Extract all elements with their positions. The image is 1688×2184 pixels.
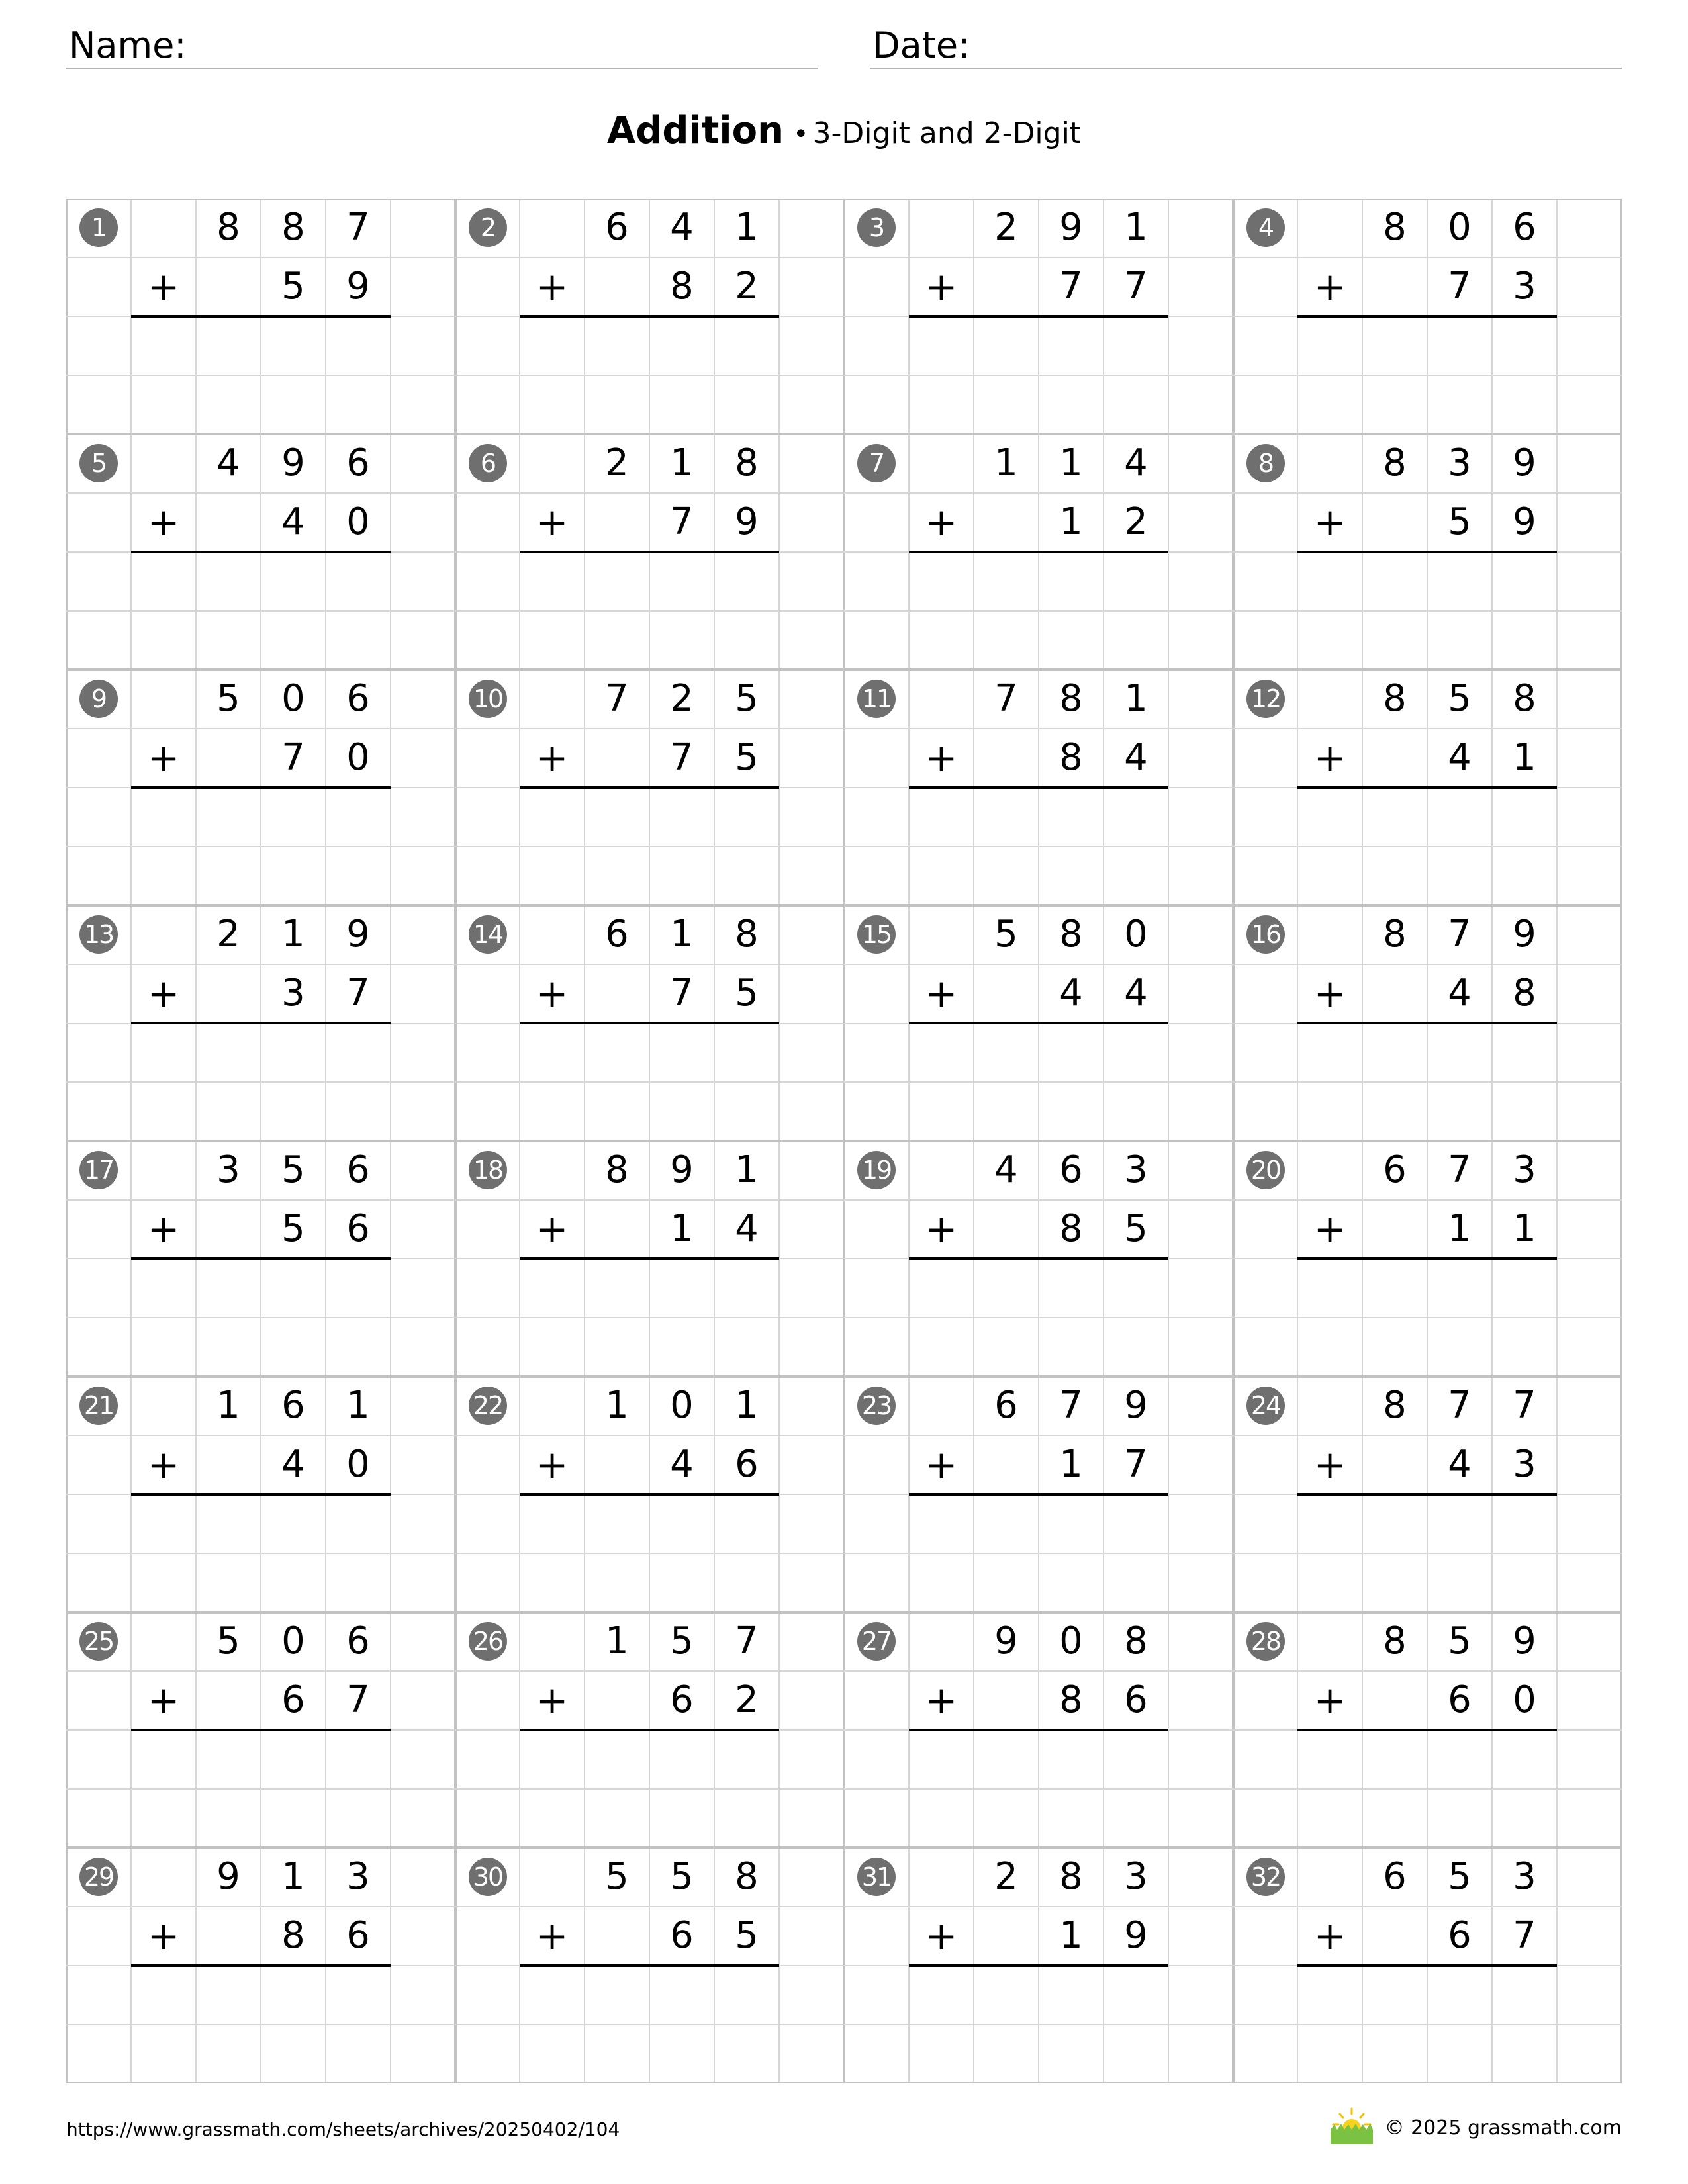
problem-number-badge: 9: [79, 680, 118, 718]
problem-number-badge: 6: [469, 444, 507, 482]
addend-digit: 0: [1124, 913, 1148, 956]
sum-line: [520, 315, 779, 318]
addend-digit: 9: [1513, 441, 1536, 484]
addend-digit: 6: [605, 913, 629, 956]
addend-digit: 5: [670, 1855, 694, 1898]
problem-number-badge: 25: [79, 1622, 118, 1661]
addend-digit: 5: [281, 265, 305, 308]
addend-digit: 6: [1448, 1678, 1472, 1721]
addend-digit: 9: [735, 500, 759, 543]
addend-digit: 5: [994, 913, 1018, 956]
sum-line: [909, 1257, 1168, 1260]
addend-digit: 0: [1513, 1678, 1536, 1721]
addend-digit: 7: [346, 1678, 370, 1721]
addend-digit: 4: [735, 1207, 759, 1250]
addend-digit: 6: [1383, 1855, 1407, 1898]
plus-sign: +: [1313, 500, 1346, 545]
addend-digit: 7: [1448, 1384, 1472, 1427]
plus-sign: +: [1313, 1913, 1346, 1958]
addend-digit: 6: [346, 677, 370, 720]
addend-digit: 0: [1448, 206, 1472, 249]
addend-digit: 6: [735, 1443, 759, 1486]
addend-digit: 1: [670, 1207, 694, 1250]
addend-digit: 6: [994, 1384, 1018, 1427]
addend-digit: 1: [670, 441, 694, 484]
plus-sign: +: [1313, 1206, 1346, 1251]
addend-digit: 7: [735, 1619, 759, 1662]
addend-digit: 5: [1448, 1855, 1472, 1898]
addend-digit: 6: [1124, 1678, 1148, 1721]
problem-number-badge: 29: [79, 1858, 118, 1896]
plus-sign: +: [1313, 1442, 1346, 1487]
addend-digit: 5: [1448, 677, 1472, 720]
sum-line: [520, 1493, 779, 1496]
plus-sign: +: [147, 735, 180, 780]
addend-digit: 9: [1059, 206, 1083, 249]
addend-digit: 9: [1513, 913, 1536, 956]
addend-digit: 8: [1383, 206, 1407, 249]
addend-digit: 0: [281, 677, 305, 720]
addend-digit: 9: [1513, 500, 1536, 543]
addend-digit: 1: [605, 1384, 629, 1427]
addend-digit: 4: [994, 1148, 1018, 1191]
plus-sign: +: [147, 971, 180, 1016]
problem-number-badge: 26: [469, 1622, 507, 1661]
addend-digit: 7: [605, 677, 629, 720]
sum-line: [1297, 1729, 1557, 1731]
problem-number-badge: 32: [1246, 1858, 1285, 1896]
sum-line: [1297, 1257, 1557, 1260]
addend-digit: 8: [1513, 972, 1536, 1015]
plus-sign: +: [1313, 971, 1346, 1016]
addend-digit: 8: [281, 206, 305, 249]
addend-digit: 8: [605, 1148, 629, 1191]
addend-digit: 1: [216, 1384, 240, 1427]
addend-digit: 7: [1059, 265, 1083, 308]
addend-digit: 9: [346, 913, 370, 956]
addend-digit: 1: [1124, 206, 1148, 249]
addend-digit: 4: [281, 500, 305, 543]
addend-digit: 5: [605, 1855, 629, 1898]
title-main: Addition: [606, 109, 784, 152]
sum-line: [1297, 1022, 1557, 1024]
addend-digit: 7: [281, 736, 305, 779]
problem-number-badge: 2: [469, 208, 507, 247]
sum-line: [1297, 315, 1557, 318]
problem-number-badge: 1: [79, 208, 118, 247]
addend-digit: 8: [1059, 913, 1083, 956]
addend-digit: 1: [1513, 1207, 1536, 1250]
addend-digit: 4: [1448, 1443, 1472, 1486]
plus-sign: +: [147, 264, 180, 309]
plus-sign: +: [925, 971, 958, 1016]
problem-number-badge: 18: [469, 1151, 507, 1189]
plus-sign: +: [536, 264, 569, 309]
addend-digit: 6: [281, 1678, 305, 1721]
addend-digit: 4: [670, 1443, 694, 1486]
addend-digit: 8: [1383, 677, 1407, 720]
addend-digit: 6: [346, 1619, 370, 1662]
addend-digit: 1: [1513, 736, 1536, 779]
worksheet-title: [0, 105, 1688, 166]
problem-grid: [66, 199, 1622, 2083]
addend-digit: 7: [1124, 1443, 1148, 1486]
sum-line: [909, 1493, 1168, 1496]
problem-number-badge: 31: [857, 1858, 896, 1896]
addend-digit: 0: [346, 500, 370, 543]
addend-digit: 5: [216, 677, 240, 720]
problem-number-badge: 12: [1246, 680, 1285, 718]
addend-digit: 8: [1059, 1678, 1083, 1721]
addend-digit: 8: [1383, 1619, 1407, 1662]
problem-number-badge: 19: [857, 1151, 896, 1189]
addend-digit: 6: [1513, 206, 1536, 249]
addend-digit: 1: [1059, 1914, 1083, 1957]
addend-digit: 3: [1124, 1855, 1148, 1898]
addend-digit: 9: [994, 1619, 1018, 1662]
addend-digit: 3: [281, 972, 305, 1015]
addend-digit: 6: [346, 1914, 370, 1957]
addend-digit: 0: [670, 1384, 694, 1427]
sum-line: [909, 315, 1168, 318]
sum-line: [1297, 551, 1557, 553]
sum-line: [520, 1257, 779, 1260]
addend-digit: 1: [281, 1855, 305, 1898]
addend-digit: 1: [1124, 677, 1148, 720]
sum-line: [1297, 1493, 1557, 1496]
sum-line: [909, 551, 1168, 553]
problem-number-badge: 20: [1246, 1151, 1285, 1189]
addend-digit: 7: [1513, 1914, 1536, 1957]
sum-line: [131, 1729, 391, 1731]
addend-digit: 1: [1059, 500, 1083, 543]
addend-digit: 7: [1513, 1384, 1536, 1427]
problem-number-badge: 28: [1246, 1622, 1285, 1661]
addend-digit: 1: [670, 913, 694, 956]
addend-digit: 2: [994, 1855, 1018, 1898]
sum-line: [131, 551, 391, 553]
plus-sign: +: [147, 1678, 180, 1723]
addend-digit: 6: [346, 1148, 370, 1191]
sum-line: [520, 1022, 779, 1024]
addend-digit: 6: [1448, 1914, 1472, 1957]
sum-line: [131, 786, 391, 789]
addend-digit: 0: [281, 1619, 305, 1662]
sum-line: [131, 1257, 391, 1260]
sum-line: [131, 315, 391, 318]
addend-digit: 4: [1124, 441, 1148, 484]
problem-number-badge: 13: [79, 915, 118, 954]
addend-digit: 5: [735, 1914, 759, 1957]
addend-digit: 0: [346, 1443, 370, 1486]
plus-sign: +: [1313, 1678, 1346, 1723]
problem-number-badge: 16: [1246, 915, 1285, 954]
sum-line: [909, 1022, 1168, 1024]
addend-digit: 7: [1448, 1148, 1472, 1191]
plus-sign: +: [925, 500, 958, 545]
addend-digit: 8: [1383, 913, 1407, 956]
addend-digit: 4: [1124, 736, 1148, 779]
addend-digit: 1: [281, 913, 305, 956]
addend-digit: 5: [281, 1207, 305, 1250]
addend-digit: 5: [1448, 500, 1472, 543]
addend-digit: 4: [1448, 736, 1472, 779]
sum-line: [520, 551, 779, 553]
addend-digit: 8: [216, 206, 240, 249]
sum-line: [909, 786, 1168, 789]
addend-digit: 8: [1124, 1619, 1148, 1662]
addend-digit: 7: [670, 972, 694, 1015]
addend-digit: 3: [1513, 1148, 1536, 1191]
addend-digit: 2: [216, 913, 240, 956]
addend-digit: 2: [670, 677, 694, 720]
addend-digit: 2: [1124, 500, 1148, 543]
addend-digit: 8: [1059, 1207, 1083, 1250]
addend-digit: 5: [735, 736, 759, 779]
addend-digit: 9: [1513, 1619, 1536, 1662]
problem-number-badge: 17: [79, 1151, 118, 1189]
plus-sign: +: [925, 1678, 958, 1723]
plus-sign: +: [925, 1206, 958, 1251]
plus-sign: +: [925, 1913, 958, 1958]
addend-digit: 7: [670, 500, 694, 543]
addend-digit: 1: [735, 1384, 759, 1427]
addend-digit: 8: [735, 441, 759, 484]
plus-sign: +: [536, 1678, 569, 1723]
name-field[interactable]: [66, 20, 818, 69]
addend-digit: 5: [735, 677, 759, 720]
addend-digit: 9: [670, 1148, 694, 1191]
addend-digit: 6: [1059, 1148, 1083, 1191]
problem-number-badge: 7: [857, 444, 896, 482]
title-subtitle: 3-Digit and 2-Digit: [812, 116, 1082, 150]
sun-over-grass-icon: [1327, 2106, 1377, 2146]
addend-digit: 3: [1448, 441, 1472, 484]
addend-digit: 2: [735, 265, 759, 308]
plus-sign: +: [1313, 264, 1346, 309]
sum-line: [1297, 1964, 1557, 1967]
sum-line: [131, 1022, 391, 1024]
addend-digit: 8: [670, 265, 694, 308]
footer-copyright: © 2025 grassmath.com: [1384, 2116, 1622, 2140]
addend-digit: 8: [1059, 736, 1083, 779]
addend-digit: 9: [281, 441, 305, 484]
addend-digit: 5: [1448, 1619, 1472, 1662]
addend-digit: 5: [735, 972, 759, 1015]
addend-digit: 3: [216, 1148, 240, 1191]
addend-digit: 8: [281, 1914, 305, 1957]
plus-sign: +: [925, 264, 958, 309]
addend-digit: 2: [735, 1678, 759, 1721]
addend-digit: 1: [1448, 1207, 1472, 1250]
sum-line: [1297, 786, 1557, 789]
addend-digit: 4: [1124, 972, 1148, 1015]
problem-number-badge: 24: [1246, 1387, 1285, 1425]
addend-digit: 6: [1383, 1148, 1407, 1191]
addend-digit: 4: [216, 441, 240, 484]
sum-line: [909, 1729, 1168, 1731]
addend-digit: 1: [994, 441, 1018, 484]
addend-digit: 3: [1124, 1148, 1148, 1191]
addend-digit: 6: [605, 206, 629, 249]
sum-line: [131, 1493, 391, 1496]
addend-digit: 6: [670, 1678, 694, 1721]
problem-number-badge: 15: [857, 915, 896, 954]
plus-sign: +: [147, 1442, 180, 1487]
addend-digit: 6: [346, 1207, 370, 1250]
addend-digit: 3: [1513, 1855, 1536, 1898]
addend-digit: 8: [1383, 1384, 1407, 1427]
problem-number-badge: 8: [1246, 444, 1285, 482]
plus-sign: +: [147, 1206, 180, 1251]
plus-sign: +: [536, 500, 569, 545]
title-separator: •: [792, 119, 809, 150]
addend-digit: 9: [216, 1855, 240, 1898]
addend-digit: 3: [1513, 265, 1536, 308]
problem-number-badge: 4: [1246, 208, 1285, 247]
problem-number-badge: 14: [469, 915, 507, 954]
sum-line: [520, 1729, 779, 1731]
addend-digit: 7: [1448, 913, 1472, 956]
date-field[interactable]: [870, 20, 1622, 69]
plus-sign: +: [536, 971, 569, 1016]
addend-digit: 8: [1383, 441, 1407, 484]
addend-digit: 7: [994, 677, 1018, 720]
addend-digit: 8: [735, 1855, 759, 1898]
addend-digit: 7: [1448, 265, 1472, 308]
sum-line: [909, 1964, 1168, 1967]
plus-sign: +: [925, 735, 958, 780]
addend-digit: 2: [605, 441, 629, 484]
problem-number-badge: 30: [469, 1858, 507, 1896]
addend-digit: 8: [1059, 1855, 1083, 1898]
sum-line: [520, 786, 779, 789]
sum-line: [131, 1964, 391, 1967]
plus-sign: +: [147, 500, 180, 545]
addend-digit: 4: [670, 206, 694, 249]
addend-digit: 1: [1059, 441, 1083, 484]
addend-digit: 7: [670, 736, 694, 779]
name-label: Name:: [69, 24, 187, 66]
addend-digit: 0: [346, 736, 370, 779]
plus-sign: +: [536, 1913, 569, 1958]
addend-digit: 1: [735, 206, 759, 249]
problem-number-badge: 21: [79, 1387, 118, 1425]
addend-digit: 4: [1059, 972, 1083, 1015]
problem-number-badge: 22: [469, 1387, 507, 1425]
addend-digit: 5: [281, 1148, 305, 1191]
addend-digit: 0: [1059, 1619, 1083, 1662]
addend-digit: 9: [1124, 1384, 1148, 1427]
addend-digit: 8: [1513, 677, 1536, 720]
addend-digit: 5: [670, 1619, 694, 1662]
addend-digit: 9: [1124, 1914, 1148, 1957]
addend-digit: 4: [281, 1443, 305, 1486]
addend-digit: 5: [216, 1619, 240, 1662]
addend-digit: 5: [1124, 1207, 1148, 1250]
problem-number-badge: 11: [857, 680, 896, 718]
problem-number-badge: 3: [857, 208, 896, 247]
plus-sign: +: [147, 1913, 180, 1958]
plus-sign: +: [536, 1206, 569, 1251]
addend-digit: 2: [994, 206, 1018, 249]
addend-digit: 7: [346, 972, 370, 1015]
addend-digit: 1: [1059, 1443, 1083, 1486]
addend-digit: 3: [346, 1855, 370, 1898]
addend-digit: 4: [1448, 972, 1472, 1015]
sum-line: [520, 1964, 779, 1967]
problem-number-badge: 27: [857, 1622, 896, 1661]
addend-digit: 6: [346, 441, 370, 484]
addend-digit: 3: [1513, 1443, 1536, 1486]
addend-digit: 6: [281, 1384, 305, 1427]
date-label: Date:: [872, 24, 970, 66]
addend-digit: 6: [670, 1914, 694, 1957]
problem-number-badge: 10: [469, 680, 507, 718]
addend-digit: 1: [346, 1384, 370, 1427]
addend-digit: 9: [346, 265, 370, 308]
problem-number-badge: 23: [857, 1387, 896, 1425]
plus-sign: +: [536, 1442, 569, 1487]
plus-sign: +: [536, 735, 569, 780]
addend-digit: 8: [735, 913, 759, 956]
plus-sign: +: [1313, 735, 1346, 780]
addend-digit: 1: [605, 1619, 629, 1662]
plus-sign: +: [925, 1442, 958, 1487]
addend-digit: 7: [1059, 1384, 1083, 1427]
addend-digit: 1: [735, 1148, 759, 1191]
addend-digit: 7: [346, 206, 370, 249]
problem-number-badge: 5: [79, 444, 118, 482]
addend-digit: 7: [1124, 265, 1148, 308]
addend-digit: 8: [1059, 677, 1083, 720]
footer-url[interactable]: https://www.grassmath.com/sheets/archives/20250402/104: [66, 2118, 620, 2140]
